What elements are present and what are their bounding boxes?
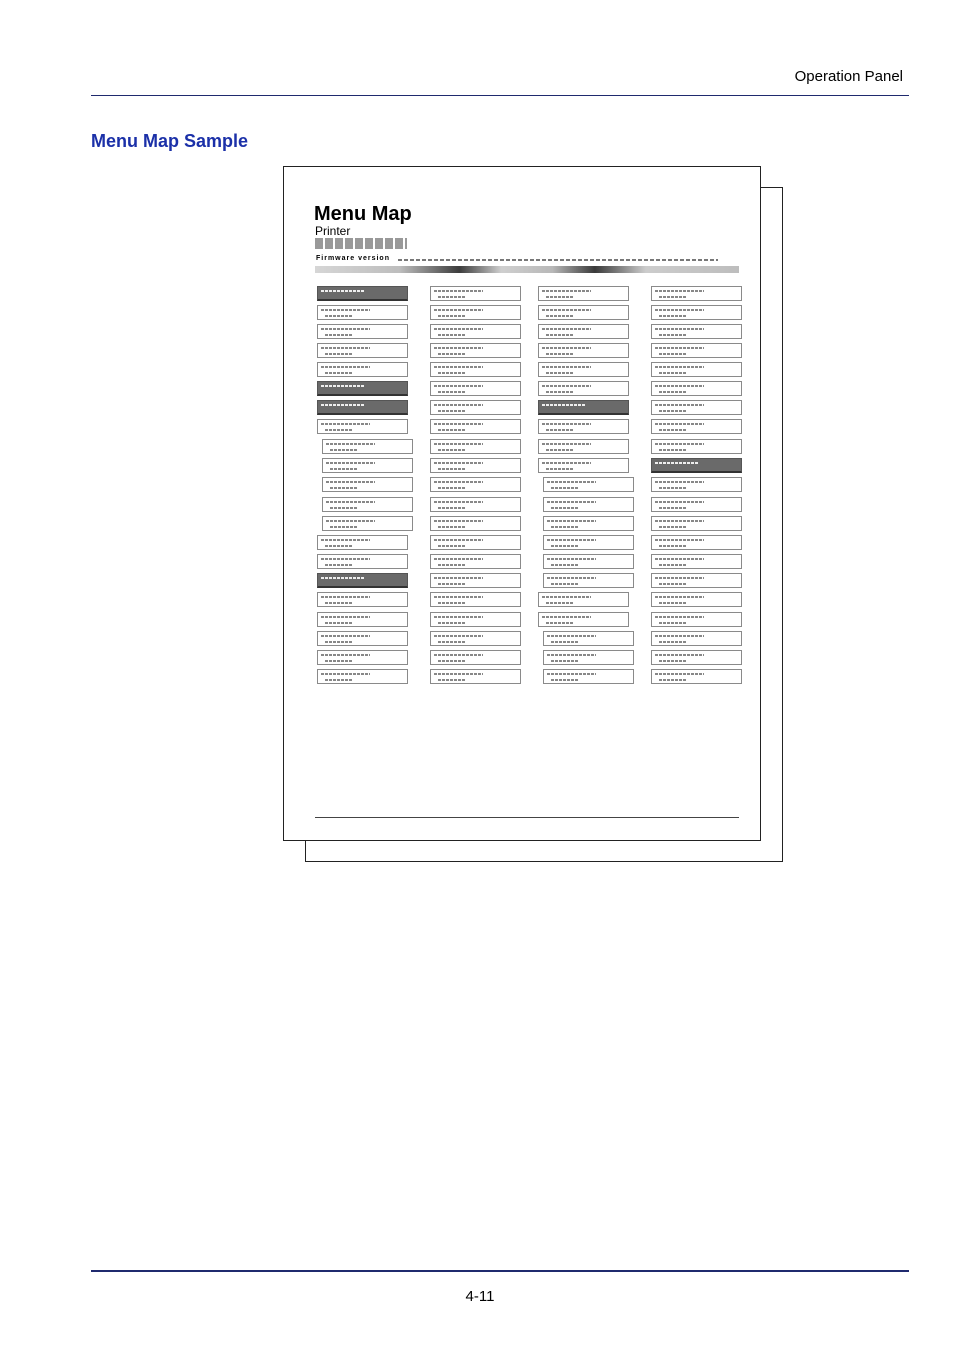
menu-item-box [538,381,629,396]
menu-item-box [430,592,521,607]
menu-item-box [317,631,408,646]
menu-item-box [651,669,742,684]
greeked-text [325,641,352,643]
menu-group-header [317,286,408,301]
menu-item-box [538,305,629,320]
greeked-text [547,558,596,560]
greeked-text [547,501,596,503]
greeked-text [434,423,483,425]
greeked-text [655,501,704,503]
greeked-text [546,449,573,451]
menu-group-header [317,381,408,396]
menu-item-box [430,381,521,396]
greeked-text [551,660,578,662]
greeked-text [330,526,357,528]
greeked-text [659,622,686,624]
greeked-text [325,660,352,662]
menu-group-header [538,400,629,415]
menu-item-box [651,343,742,358]
greeked-text [659,391,686,393]
greeked-text [325,334,352,336]
section-title: Menu Map Sample [91,131,249,151]
menu-item-box [651,439,742,454]
greeked-text [438,449,465,451]
greeked-text [542,462,591,464]
menu-item-box [651,362,742,377]
greeked-text [321,328,370,330]
greeked-text [438,660,465,662]
menu-item-box [430,324,521,339]
menu-item-box [651,497,742,512]
menu-item-box [430,497,521,512]
greeked-text [434,577,483,579]
greeked-text [434,520,483,522]
greeked-text [321,577,364,579]
greeked-text [438,602,465,604]
menu-item-box [651,554,742,569]
greeked-text [438,391,465,393]
greeked-text [438,410,465,412]
menu-item-box [538,286,629,301]
greeked-text [321,558,370,560]
greeked-text [655,673,704,675]
greeked-text [325,602,352,604]
greeked-text [434,673,483,675]
menu-item-box [651,535,742,550]
greeked-text [434,501,483,503]
menu-group-header [651,458,742,473]
firmware-version-value [398,259,718,261]
menu-item-box [430,669,521,684]
greeked-text [434,443,483,445]
menu-item-box [651,477,742,492]
menu-item-box [317,535,408,550]
greeked-text [438,583,465,585]
greeked-text [434,347,483,349]
greeked-text [542,616,591,618]
menu-item-box [538,362,629,377]
greeked-text [542,290,591,292]
menu-item-box [651,592,742,607]
greeked-text [655,481,704,483]
menu-item-box [430,573,521,588]
menu-item-box [317,324,408,339]
menu-item-box [543,669,634,684]
greeked-text [434,539,483,541]
greeked-text [659,487,686,489]
greeked-text [542,309,591,311]
greeked-text [438,315,465,317]
menu-item-box [651,650,742,665]
greeked-text [659,372,686,374]
menu-item-box [651,631,742,646]
menu-item-box [322,458,413,473]
greeked-text [434,290,483,292]
greeked-text [546,391,573,393]
greeked-text [547,520,596,522]
menu-item-box [430,477,521,492]
greeked-text [325,564,352,566]
menu-item-box [317,612,408,627]
greeked-text [655,539,704,541]
greeked-text [659,507,686,509]
firmware-version-label: Firmware version [316,255,390,262]
greeked-text [551,507,578,509]
greeked-text [542,423,591,425]
greeked-text [551,487,578,489]
greeked-text [321,290,364,292]
menu-item-box [651,305,742,320]
greeked-text [655,328,704,330]
greeked-text [551,583,578,585]
menu-item-box [651,324,742,339]
greeked-text [547,635,596,637]
menu-item-box [430,305,521,320]
greeked-text [546,353,573,355]
greeked-text [438,296,465,298]
greeked-text [438,372,465,374]
greeked-text [434,366,483,368]
menu-item-box [543,650,634,665]
greeked-text [659,296,686,298]
greeked-text [655,520,704,522]
menu-group-header [317,400,408,415]
greeked-text [551,545,578,547]
greeked-text [547,673,596,675]
greeked-text [542,328,591,330]
greeked-text [546,602,573,604]
greeked-text [438,545,465,547]
greeked-text [659,545,686,547]
greeked-text [655,596,704,598]
menu-item-box [430,419,521,434]
greeked-text [547,577,596,579]
greeked-text [321,673,370,675]
greeked-text [321,385,364,387]
menu-item-box [430,612,521,627]
menu-item-box [322,439,413,454]
greeked-text [321,616,370,618]
menu-item-box [543,631,634,646]
greeked-text [655,385,704,387]
greeked-text [434,462,483,464]
menu-item-box [430,400,521,415]
greeked-text [321,654,370,656]
serial-blocks [315,238,407,249]
greeked-text [434,616,483,618]
greeked-text [551,679,578,681]
greeked-text [325,353,352,355]
footer-rule [91,1270,909,1272]
menu-item-box [430,516,521,531]
greeked-text [655,558,704,560]
greeked-text [326,481,375,483]
greeked-text [434,635,483,637]
greeked-text [655,443,704,445]
menu-item-box [538,439,629,454]
menu-item-box [317,669,408,684]
greeked-text [659,583,686,585]
menu-group-header [317,573,408,588]
greeked-text [321,596,370,598]
menu-item-box [538,324,629,339]
greeked-text [655,616,704,618]
greeked-text [326,520,375,522]
greeked-text [659,429,686,431]
greeked-text [659,449,686,451]
menu-item-box [543,497,634,512]
greeked-text [655,347,704,349]
menu-item-box [430,343,521,358]
greeked-text [655,404,704,406]
greeked-text [434,558,483,560]
greeked-text [321,539,370,541]
gradient-bar [315,266,739,273]
greeked-text [546,296,573,298]
menu-item-box [317,305,408,320]
greeked-text [655,577,704,579]
greeked-text [438,487,465,489]
greeked-text [321,309,370,311]
greeked-text [542,443,591,445]
menu-item-box [538,343,629,358]
greeked-text [325,315,352,317]
menu-item-box [317,362,408,377]
greeked-text [321,635,370,637]
menu-item-box [317,592,408,607]
greeked-text [547,654,596,656]
greeked-text [551,564,578,566]
greeked-text [325,545,352,547]
greeked-text [659,315,686,317]
greeked-text [321,404,364,406]
greeked-text [325,679,352,681]
greeked-text [434,654,483,656]
menu-item-box [538,612,629,627]
greeked-text [325,429,352,431]
greeked-text [434,328,483,330]
menu-item-box [317,554,408,569]
greeked-text [659,660,686,662]
menu-item-box [430,631,521,646]
menu-item-box [322,477,413,492]
greeked-text [655,462,698,464]
greeked-text [438,353,465,355]
greeked-text [325,622,352,624]
menu-item-box [317,419,408,434]
menu-map-sample-page [283,166,761,841]
greeked-text [542,385,591,387]
greeked-text [659,410,686,412]
menu-item-box [430,554,521,569]
greeked-text [659,353,686,355]
sample-footer-rule [315,817,739,818]
greeked-text [438,334,465,336]
greeked-text [655,635,704,637]
menu-item-box [651,573,742,588]
menu-item-box [322,516,413,531]
greeked-text [325,372,352,374]
menu-item-box [430,458,521,473]
greeked-text [434,404,483,406]
greeked-text [551,526,578,528]
greeked-text [655,654,704,656]
greeked-text [655,290,704,292]
greeked-text [547,539,596,541]
greeked-text [434,309,483,311]
menu-item-box [430,535,521,550]
menu-item-box [651,419,742,434]
greeked-text [655,366,704,368]
greeked-text [542,347,591,349]
greeked-text [438,564,465,566]
menu-item-box [538,419,629,434]
greeked-text [434,385,483,387]
greeked-text [434,481,483,483]
page-number: 4-11 [465,1288,495,1305]
greeked-text [438,526,465,528]
greeked-text [330,449,357,451]
menu-map-title: Menu Map [314,203,412,225]
greeked-text [546,468,573,470]
greeked-text [330,468,357,470]
greeked-text [438,507,465,509]
greeked-text [551,641,578,643]
greeked-text [326,462,375,464]
greeked-text [438,679,465,681]
greeked-text [438,622,465,624]
greeked-text [655,423,704,425]
header-rule [91,95,909,96]
greeked-text [546,429,573,431]
menu-item-box [430,362,521,377]
greeked-text [542,366,591,368]
menu-item-box [430,439,521,454]
greeked-text [330,507,357,509]
greeked-text [321,366,370,368]
greeked-text [659,526,686,528]
greeked-text [546,315,573,317]
menu-item-box [430,650,521,665]
greeked-text [321,423,370,425]
greeked-text [547,481,596,483]
greeked-text [546,334,573,336]
menu-item-box [651,516,742,531]
running-header: Operation Panel [794,68,903,85]
greeked-text [326,443,375,445]
menu-item-box [317,650,408,665]
menu-item-box [430,286,521,301]
menu-item-box [543,573,634,588]
greeked-text [330,487,357,489]
greeked-text [326,501,375,503]
greeked-text [434,596,483,598]
menu-item-box [543,554,634,569]
menu-item-box [322,497,413,512]
menu-item-box [651,381,742,396]
menu-item-box [543,535,634,550]
menu-item-box [317,343,408,358]
greeked-text [438,468,465,470]
greeked-text [659,602,686,604]
greeked-text [659,564,686,566]
greeked-text [659,679,686,681]
menu-item-box [651,612,742,627]
greeked-text [659,334,686,336]
greeked-text [438,641,465,643]
greeked-text [542,404,585,406]
menu-item-box [538,458,629,473]
greeked-text [655,309,704,311]
greeked-text [438,429,465,431]
menu-item-box [651,286,742,301]
greeked-text [321,347,370,349]
menu-item-box [543,477,634,492]
menu-item-box [538,592,629,607]
menu-item-box [651,400,742,415]
greeked-text [546,622,573,624]
menu-map-subtitle: Printer [315,224,351,238]
greeked-text [546,372,573,374]
menu-item-box [543,516,634,531]
greeked-text [659,641,686,643]
greeked-text [542,596,591,598]
